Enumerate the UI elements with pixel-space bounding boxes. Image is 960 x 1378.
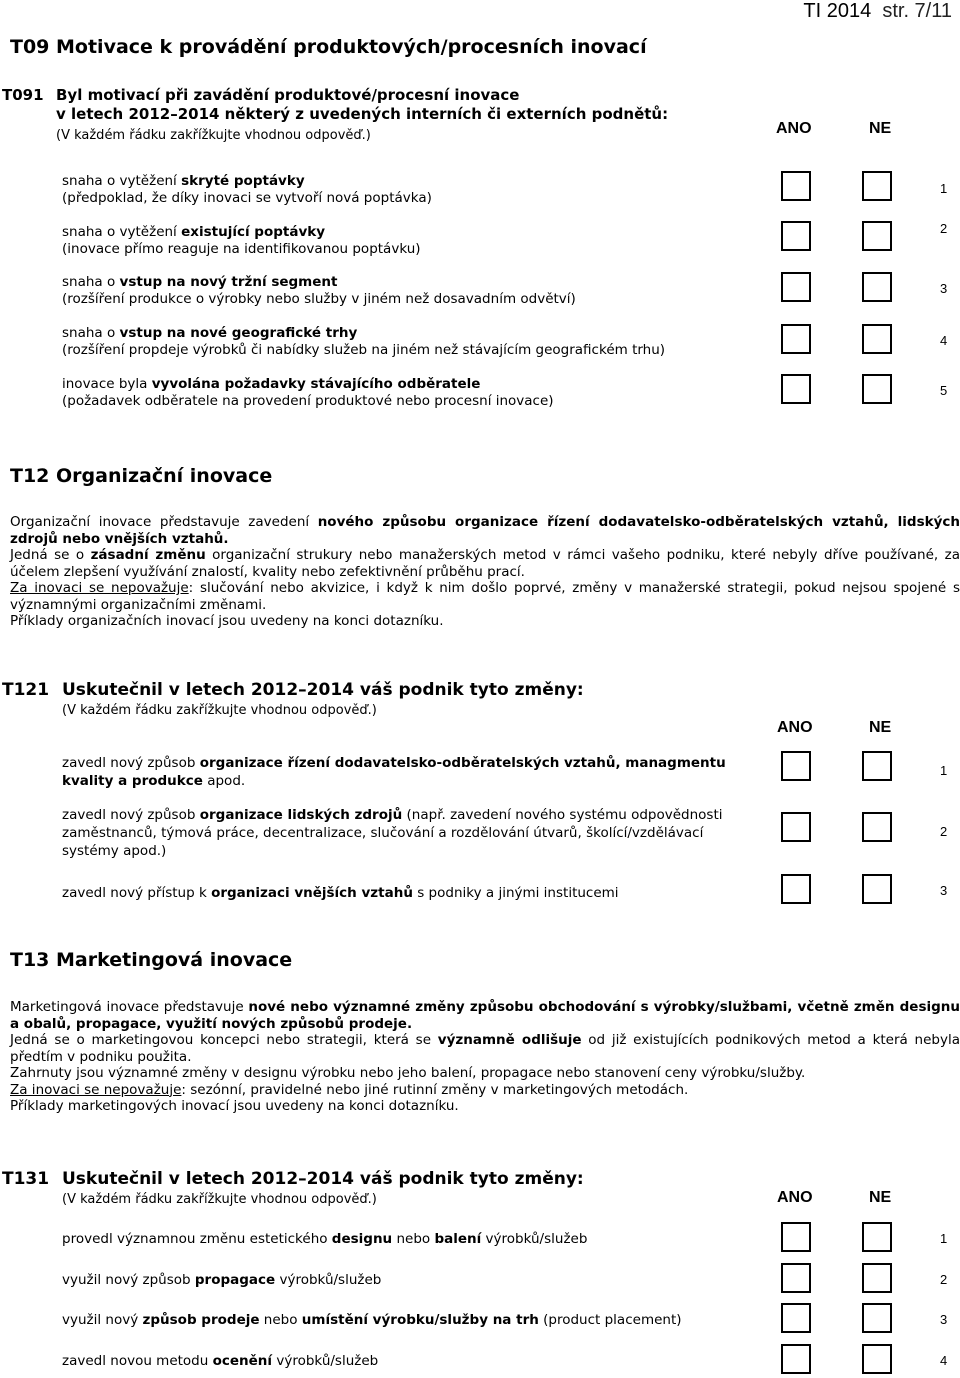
- question-line-2: v letech 2012–2014 některý z uvedených interních či externích podnětů:: [56, 105, 669, 123]
- instruction-t121: (V každém řádku zakřížkujte vhodnou odpověď.): [62, 703, 377, 718]
- page-number: str. 7/11: [882, 0, 952, 22]
- page-header: [803, 0, 952, 23]
- t12-paragraph-2: Jedná se o zásadní změnu organizační strukury nebo manažerských metod v rámci vašeho podniku, které nebyly dříve používané, za účelem zlepšení využívání znalostí, kvality nebo zefektivnění průběhu prací.: [10, 547, 960, 580]
- motivation-item: snaha o vstup na nový tržní segment (rozšíření produkce o výrobky nebo služby v jiném než dosavadním odvětví): [62, 274, 576, 307]
- t13-paragraph-5: Příklady marketingových inovací jsou uvedeny na konci dotazníku.: [10, 1098, 459, 1114]
- change-item: zavedl nový způsob organizace lidských zdrojů (např. zavedení nového systému odpovědnosti zaměstnanců, týmová práce, decentralizace, slučování a rozdělování útvarů, školící/vzdělávací systémy apod.): [62, 807, 723, 859]
- row-number: 1: [940, 181, 948, 196]
- row-number: 1: [940, 1231, 948, 1246]
- yes-checkbox[interactable]: [781, 1222, 811, 1252]
- row-number: 3: [940, 883, 948, 898]
- row-number: 2: [940, 824, 948, 839]
- t13-paragraph-2: Jedná se o marketingovou koncepci nebo strategii, která se významně odlišuje od již existujících podnikových metod a která nebyla předtím v podniku použita.: [10, 1032, 960, 1065]
- question-code-t091: T091: [2, 86, 44, 104]
- change-item: zavedl nový přístup k organizaci vnějších vztahů s podniky a jinými institucemi: [62, 885, 619, 901]
- question-text-t091: [56, 86, 668, 124]
- motivation-item: snaha o vytěžení skryté poptávky (předpoklad, že díky inovaci se vytvoří nová poptávka): [62, 173, 432, 206]
- t13-paragraph-1: Marketingová inovace představuje nové nebo významné změny způsobu obchodování s výrobky/službami, včetně změn designu a obalů, propagace, využití nových způsobů prodeje.: [10, 999, 960, 1032]
- no-checkbox[interactable]: [862, 374, 892, 404]
- no-checkbox[interactable]: [862, 221, 892, 251]
- question-text-t121: Uskutečnil v letech 2012–2014 váš podnik tyto změny:: [62, 680, 584, 700]
- yes-checkbox[interactable]: [781, 812, 811, 842]
- t13-description: [10, 999, 960, 1115]
- no-header-t131: NE: [869, 1189, 892, 1206]
- row-number: 2: [940, 1272, 948, 1287]
- yes-header-t091: ANO: [776, 120, 812, 137]
- row-number: 5: [940, 383, 948, 398]
- no-checkbox[interactable]: [862, 171, 892, 201]
- t12-description: [10, 514, 960, 630]
- yes-checkbox[interactable]: [781, 1263, 811, 1293]
- yes-checkbox[interactable]: [781, 1303, 811, 1333]
- question-line-1: Byl motivací při zavádění produktové/procesní inovace: [56, 86, 520, 104]
- yes-checkbox[interactable]: [781, 171, 811, 201]
- no-header-t121: NE: [869, 719, 892, 736]
- marketing-item: využil nový způsob prodeje nebo umístění výrobku/služby na trh (product placement): [62, 1312, 682, 1328]
- no-checkbox[interactable]: [862, 272, 892, 302]
- yes-header-t121: ANO: [777, 719, 813, 736]
- question-code-t131: T131: [2, 1169, 50, 1189]
- row-number: 4: [940, 333, 948, 348]
- yes-checkbox[interactable]: [781, 272, 811, 302]
- no-checkbox[interactable]: [862, 812, 892, 842]
- yes-checkbox[interactable]: [781, 324, 811, 354]
- yes-checkbox[interactable]: [781, 751, 811, 781]
- instruction-t131: (V každém řádku zakřížkujte vhodnou odpověď.): [62, 1192, 377, 1207]
- motivation-item: inovace byla vyvolána požadavky stávajícího odběratele (požadavek odběratele na provedení produktové nebo procesní inovace): [62, 376, 554, 409]
- row-number: 1: [940, 763, 948, 778]
- survey-code: TI 2014: [803, 0, 872, 22]
- change-item: zavedl nový způsob organizace řízení dodavatelsko-odběratelských vztahů, managmentu kvality a produkce apod.: [62, 755, 726, 789]
- no-checkbox[interactable]: [862, 1263, 892, 1293]
- yes-checkbox[interactable]: [781, 221, 811, 251]
- marketing-item: využil nový způsob propagace výrobků/služeb: [62, 1272, 382, 1288]
- no-checkbox[interactable]: [862, 751, 892, 781]
- yes-header-t131: ANO: [777, 1189, 813, 1206]
- no-checkbox[interactable]: [862, 1303, 892, 1333]
- question-text-t131: Uskutečnil v letech 2012–2014 váš podnik tyto změny:: [62, 1169, 584, 1189]
- section-title-t12: T12 Organizační inovace: [10, 465, 273, 487]
- no-checkbox[interactable]: [862, 324, 892, 354]
- row-number: 3: [940, 281, 948, 296]
- motivation-item: snaha o vytěžení existující poptávky (inovace přímo reaguje na identifikovanou poptávku): [62, 224, 421, 257]
- t12-paragraph-1: Organizační inovace představuje zavedení nového způsobu organizace řízení dodavatelsko-odběratelských vztahů, lidských zdrojů nebo vnějších vztahů.: [10, 514, 960, 547]
- no-header-t091: NE: [869, 120, 892, 137]
- marketing-item: provedl významnou změnu estetického designu nebo balení výrobků/služeb: [62, 1231, 588, 1247]
- motivation-item: snaha o vstup na nové geografické trhy (rozšíření propdeje výrobků či nabídky služeb na jiném než stávajícím geografickém trhu): [62, 325, 666, 358]
- marketing-item: zavedl novou metodu ocenění výrobků/služeb: [62, 1353, 379, 1369]
- yes-checkbox[interactable]: [781, 874, 811, 904]
- no-checkbox[interactable]: [862, 874, 892, 904]
- t13-paragraph-4: Za inovaci se nepovažuje: sezónní, pravidelné nebo jiné rutinní změny v marketingových metodách.: [10, 1081, 689, 1098]
- no-checkbox[interactable]: [862, 1344, 892, 1374]
- question-code-t121: T121: [2, 680, 50, 700]
- t13-paragraph-3: Zahrnuty jsou významné změny v designu výrobku nebo jeho balení, propagace nebo stanovení ceny výrobku/služby.: [10, 1065, 806, 1081]
- yes-checkbox[interactable]: [781, 374, 811, 404]
- instruction-t091: (V každém řádku zakřížkujte vhodnou odpověď.): [56, 128, 371, 143]
- row-number: 4: [940, 1353, 948, 1368]
- t12-paragraph-4: Příklady organizačních inovací jsou uvedeny na konci dotazníku.: [10, 613, 444, 629]
- no-checkbox[interactable]: [862, 1222, 892, 1252]
- row-number: 3: [940, 1312, 948, 1327]
- section-title-t09: T09 Motivace k provádění produktových/procesních inovací: [10, 36, 647, 58]
- yes-checkbox[interactable]: [781, 1344, 811, 1374]
- section-title-t13: T13 Marketingová inovace: [10, 949, 293, 971]
- row-number: 2: [940, 221, 948, 236]
- t12-paragraph-3: Za inovaci se nepovažuje: slučování nebo akvizice, i když k nim došlo poprvé, změny v manažerské strategii, pokud nejsou spojené s významnými organizačními změnami.: [10, 580, 960, 613]
